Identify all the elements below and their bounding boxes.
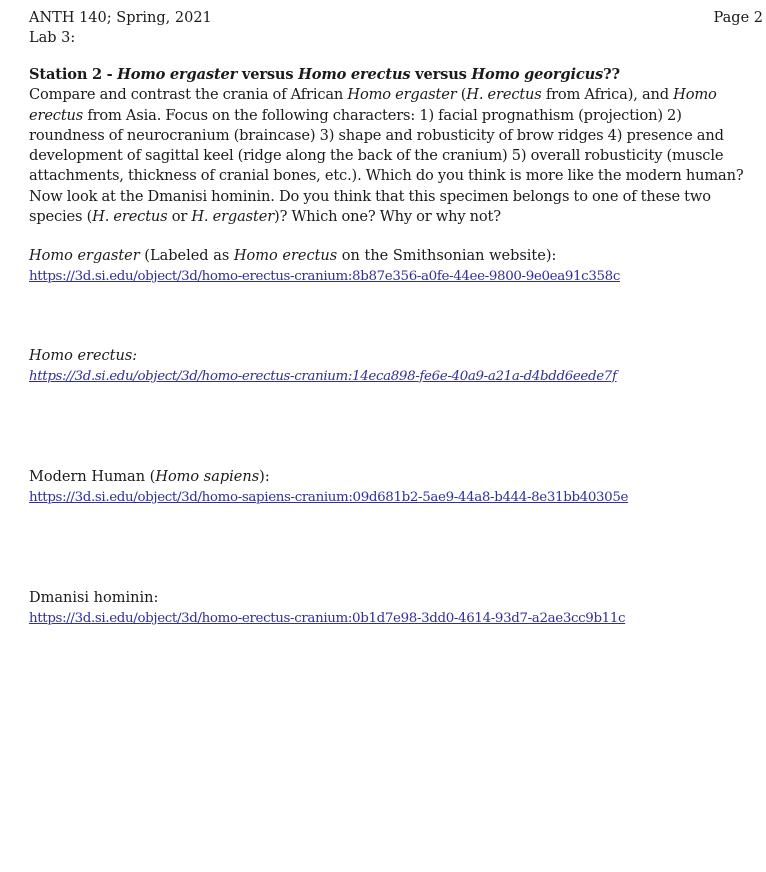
instructions-species: Homo erectus xyxy=(29,86,717,124)
instructions-text: Compare and contrast the crania of African xyxy=(29,86,348,104)
smithsonian-link-sapiens[interactable]: https://3d.si.edu/object/3d/homo-sapiens-cranium:09d681b2-5ae9-44a8-b444-8e31bb40305e xyxy=(29,490,629,505)
entry-note: Modern Human ( xyxy=(29,469,156,485)
species-name: Homo erectus: xyxy=(29,348,138,364)
instructions-species: Homo ergaster xyxy=(347,86,457,104)
station-title-species-1: Homo ergaster xyxy=(117,66,238,83)
station-instructions xyxy=(29,85,759,227)
station-title-prefix: Station 2 - xyxy=(29,66,118,83)
entry-label xyxy=(29,246,764,266)
instructions-species: H. erectus xyxy=(466,86,542,104)
station-section xyxy=(29,65,759,227)
station-title-suffix: ?? xyxy=(603,66,620,83)
entry-homo-erectus xyxy=(29,346,764,387)
station-title-species-2: Homo erectus xyxy=(298,66,411,83)
entry-label xyxy=(29,346,764,366)
page-header xyxy=(29,8,212,48)
entry-dmanisi-hominin xyxy=(29,588,764,629)
smithsonian-link-ergaster[interactable]: https://3d.si.edu/object/3d/homo-erectus-cranium:8b87e356-a0fe-44ee-9800-9e0ea91c358c xyxy=(29,269,620,284)
species-name: Homo ergaster xyxy=(29,248,140,264)
entry-note: (Labeled as xyxy=(139,248,234,264)
instructions-text: ( xyxy=(456,86,467,104)
page-number: Page 2 xyxy=(713,10,763,26)
species-name: Homo sapiens xyxy=(155,469,260,485)
course-line: ANTH 140; Spring, 2021 xyxy=(29,10,212,26)
entry-modern-human xyxy=(29,467,764,508)
smithsonian-link-dmanisi[interactable]: https://3d.si.edu/object/3d/homo-erectus-cranium:0b1d7e98-3dd0-4614-93d7-a2ae3cc9b11c xyxy=(29,611,626,626)
station-title-versus-1: versus xyxy=(237,66,299,83)
lab-line: Lab 3: xyxy=(29,30,76,46)
entry-label: Dmanisi hominin: xyxy=(29,590,159,606)
entry-note: on the Smithsonian website): xyxy=(337,248,557,264)
instructions-species: H. erectus xyxy=(92,208,168,226)
instructions-species: H. ergaster xyxy=(191,208,275,226)
instructions-text: from Africa), and xyxy=(541,86,674,104)
smithsonian-link-erectus[interactable]: https://3d.si.edu/object/3d/homo-erectus-cranium:14eca898-fe6e-40a9-a21a-d4bdd6eede7f xyxy=(29,369,617,384)
instructions-text: from Asia. Focus on the following characters: 1) facial prognathism (projection) 2) roundness of neurocranium (braincase) 3) shape and robusticity of brow ridges 4) presence and development of sagittal keel (ridge along the back of the cranium) 5) overall robusticity (muscle attachments, thickness of cranial bones, etc.). Which do you think is more like the modern human? Now look at the Dmanisi hominin. Do you think that this specimen belongs to one of these two species ( xyxy=(29,106,744,226)
entry-label xyxy=(29,467,764,487)
station-title-versus-2: versus xyxy=(410,66,472,83)
station-title xyxy=(29,65,759,85)
entry-note: ): xyxy=(259,469,270,485)
species-name: Homo erectus xyxy=(233,248,338,264)
entry-homo-ergaster xyxy=(29,246,764,287)
station-title-species-3: Homo georgicus xyxy=(471,66,604,83)
instructions-text: or xyxy=(167,208,192,226)
instructions-text: )? Which one? Why or why not? xyxy=(274,208,501,226)
